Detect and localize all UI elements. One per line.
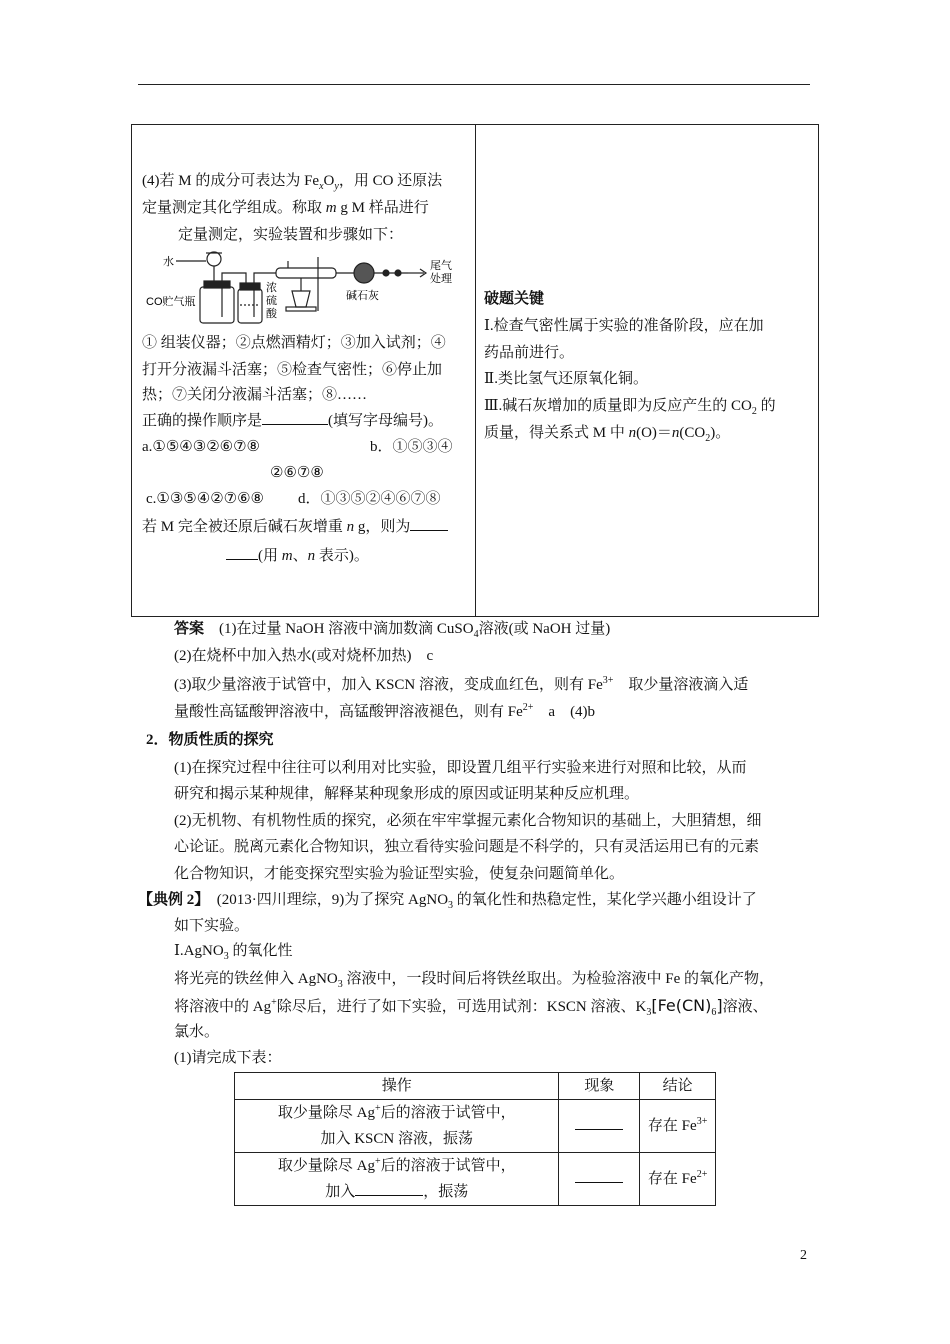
table-header-row bbox=[235, 1073, 716, 1100]
section2-p2c: 化合物知识，才能变探究型实验为验证型实验，使复杂问题简单化。 bbox=[174, 866, 625, 882]
example-q1: (1)请完成下表： bbox=[174, 1050, 282, 1066]
th-phenomenon: 现象 bbox=[559, 1073, 640, 1100]
example-p1: 将光亮的铁丝伸入 AgNO$_3$ 溶液中，一段时间后将铁丝取出。为检验溶液中 Fe 的氧化产物， bbox=[174, 971, 775, 990]
q4-last2: (用 m、n 表示)。 bbox=[226, 545, 369, 566]
q4-steps2: 打开分液漏斗活塞；⑤检查气密性；⑥停止加 bbox=[142, 362, 443, 378]
example-p3: 氯水。 bbox=[174, 1024, 220, 1040]
acid-bottle-icon bbox=[238, 289, 262, 323]
th-conclusion: 结论 bbox=[640, 1073, 716, 1100]
section2-p2b: 心论证。脱离元素化合物知识，独立看待实验问题是不科学的，只有灵活运用已有的元素 bbox=[174, 839, 760, 855]
q4-steps3: 热；⑦关闭分液漏斗活塞；⑧…… bbox=[142, 387, 368, 403]
row1-phenomenon bbox=[559, 1100, 640, 1153]
section2-p1b: 研究和揭示某种规律，解释某种现象形成的原因或证明某种反应机理。 bbox=[174, 786, 640, 802]
example-heading1: Ⅰ.AgNO$_3$ 的氧化性 bbox=[174, 943, 293, 962]
table-row bbox=[235, 1153, 716, 1206]
q4-opt-c: c.①③⑤④②⑦⑥⑧ bbox=[146, 491, 264, 507]
lime-tube-icon bbox=[354, 263, 374, 283]
section2-p1a: (1)在探究过程中往往可以利用对比实验，即设置几组平行实验来进行对照和比较，从而 bbox=[174, 760, 747, 776]
key-iii2: 质量，得关系式 M 中 $n(O)=n(CO_2)$。 bbox=[484, 425, 731, 444]
row1-operation: 取少量除尽 Ag+后的溶液于试管中， 加入 KSCN 溶液，振荡 bbox=[235, 1100, 559, 1153]
q4-steps1: ① 组装仪器；②点燃酒精灯；③加入试剂；④ bbox=[142, 335, 446, 351]
row1-phenomenon-blank[interactable] bbox=[575, 1115, 623, 1130]
table-row bbox=[235, 1100, 716, 1153]
example-line1: 【典例 2】 (2013·四川理综，9)为了探究 AgNO$_3$ 的氧化性和热稳定性，某化学兴趣小组设计了 bbox=[138, 892, 757, 911]
example-p2: 将溶液中的 Ag+除尽后，进行了如下实验，可选用试剂：KSCN 溶液、$K_3[Fe(CN)_6]$溶液、 bbox=[174, 996, 768, 1018]
example-line2: 如下实验。 bbox=[174, 918, 250, 934]
answer-line1: 答案 (1)在过量 NaOH 溶液中滴加数滴 CuSO$_4$溶液(或 NaOH 过量) bbox=[174, 621, 611, 640]
q4-line3: 定量测定，实验装置和步骤如下： bbox=[178, 227, 404, 243]
co-bottle-icon bbox=[200, 287, 234, 323]
q4-line2: 定量测定其化学组成。称取 m g M 样品进行 bbox=[142, 200, 429, 216]
box-divider bbox=[475, 125, 476, 616]
header-rule bbox=[138, 84, 810, 85]
key-ii: Ⅱ.类比氢气还原氧化铜。 bbox=[484, 371, 648, 387]
section2-heading: 2．物质性质的探究 bbox=[146, 732, 274, 748]
row2-phenomenon-blank[interactable] bbox=[575, 1168, 623, 1183]
formula-blank-b[interactable] bbox=[226, 545, 258, 560]
results-table bbox=[234, 1072, 716, 1206]
row2-conclusion: 存在 $Fe^{2+}$ bbox=[640, 1153, 716, 1206]
q4-opt-a: a.①⑤④③②⑥⑦⑧ bbox=[142, 439, 260, 455]
answer-line4: 量酸性高锰酸钾溶液中，高锰酸钾溶液褪色，则有 $Fe^{2+}$ a (4)b bbox=[174, 702, 596, 720]
key-iii1: Ⅲ.碱石灰增加的质量即为反应产生的 $CO_2$ 的 bbox=[484, 398, 776, 417]
q4-line1: (4)若 M 的成分可表达为 $Fe_xO_y$，用 CO 还原法 bbox=[142, 173, 443, 192]
label-co-bottle: CO贮气瓶 bbox=[146, 296, 196, 308]
row1-conclusion: 存在 $Fe^{3+}$ bbox=[640, 1100, 716, 1153]
q4-last: 若 M 完全被还原后碱石灰增重 n g，则为 bbox=[142, 516, 448, 537]
formula-blank-a[interactable] bbox=[410, 516, 448, 531]
funnel-icon bbox=[207, 252, 221, 266]
lamp-icon bbox=[292, 291, 310, 307]
label-tail: 尾气处理 bbox=[430, 260, 452, 285]
th-operation: 操作 bbox=[235, 1073, 559, 1100]
key-title: 破题关键 bbox=[484, 291, 545, 307]
q4-opt-b: b．①⑤③④ bbox=[370, 439, 453, 455]
order-blank[interactable] bbox=[262, 410, 328, 425]
row2-phenomenon bbox=[559, 1153, 640, 1206]
row2-reagent-blank[interactable] bbox=[355, 1181, 423, 1196]
key-i2: 药品前进行。 bbox=[484, 345, 575, 361]
key-i1: Ⅰ.检查气密性属于实验的准备阶段，应在加 bbox=[484, 318, 764, 334]
row2-operation: 取少量除尽 Ag+后的溶液于试管中， 加入 ，振荡 bbox=[235, 1153, 559, 1206]
combustion-tube-icon bbox=[276, 268, 336, 278]
section2-p2a: (2)无机物、有机物性质的探究，必须在牢牢掌握元素化合物知识的基础上，大胆猜想，细 bbox=[174, 813, 762, 829]
answer-line2: (2)在烧杯中加入热水(或对烧杯加热) c bbox=[174, 648, 434, 664]
label-lime: 碱石灰 bbox=[346, 290, 379, 302]
page-number: 2 bbox=[800, 1248, 807, 1263]
q4-order: 正确的操作顺序是 (填写字母编号)。 bbox=[142, 410, 443, 431]
q4-opt-d: d．①③⑤②④⑥⑦⑧ bbox=[298, 491, 441, 507]
apparatus-figure bbox=[146, 247, 466, 327]
label-water: 水 bbox=[163, 256, 174, 268]
answer-line3: (3)取少量溶液于试管中，加入 KSCN 溶液，变成血红色，则有 $Fe^{3+}$ 取少量溶液滴入适 bbox=[174, 675, 749, 693]
q4-opt-b2: ②⑥⑦⑧ bbox=[270, 465, 324, 481]
label-acid: 浓硫酸 bbox=[266, 282, 277, 320]
